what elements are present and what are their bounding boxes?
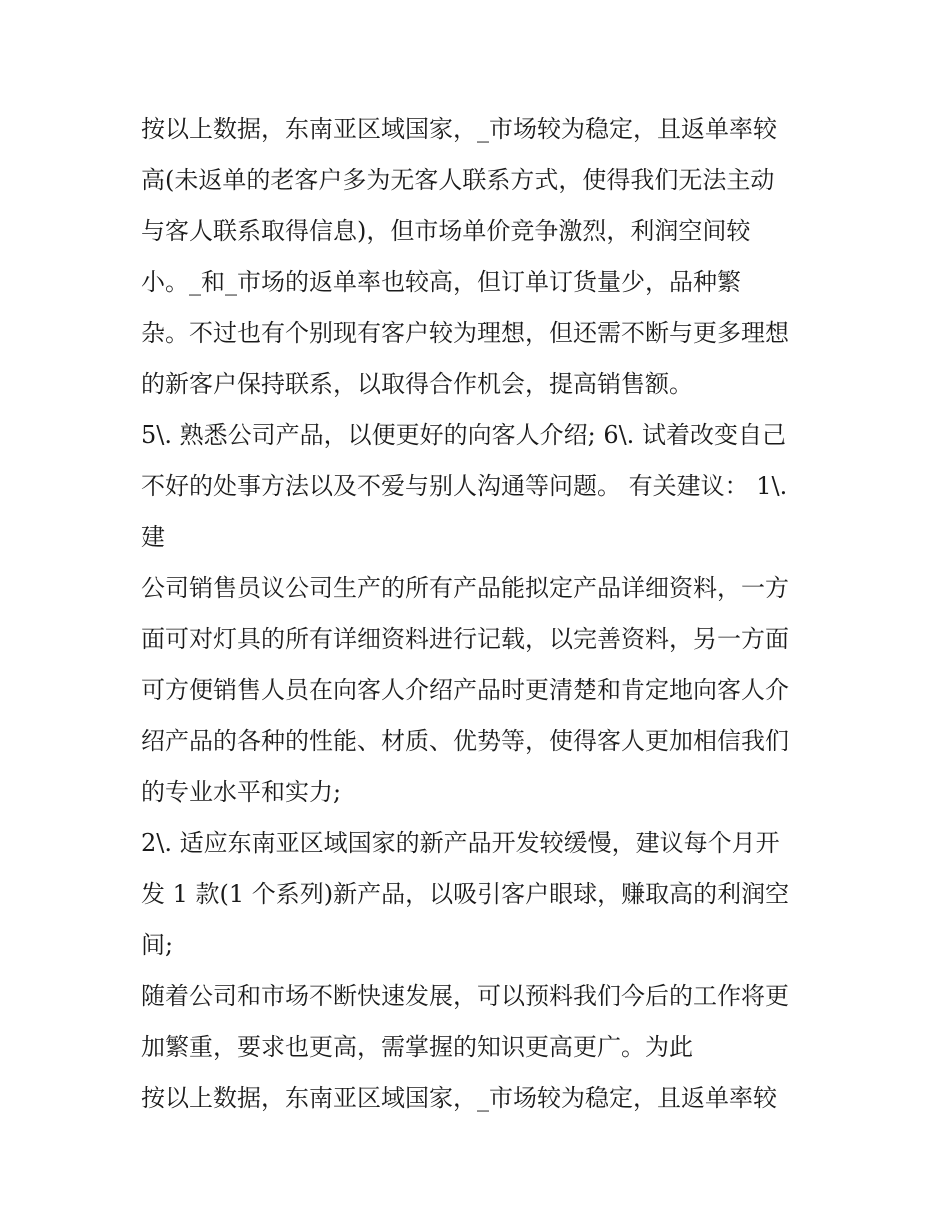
text-line: 的新客户保持联系，以取得合作机会，提高销售额。 — [141, 370, 693, 398]
text-line: 公司销售员议公司生产的所有产品能拟定产品详细资料，一方 — [141, 574, 789, 602]
text-line: 加繁重，要求也更高，需掌握的知识更高更广。为此 — [141, 1033, 693, 1061]
text-line: 高(未返单的老客户多为无客人联系方式，使得我们无法主动 — [141, 166, 775, 194]
text-line: 按以上数据，东南亚区域国家，_市场较为稳定，且返单率较 — [141, 115, 777, 143]
text-line: 小。_和_市场的返单率也较高，但订单订货量少，品种繁 — [141, 268, 741, 296]
text-line: 5\. 熟悉公司产品，以便更好的向客人介绍; 6\. 试着改变自己 — [141, 421, 786, 449]
text-line: 杂。不过也有个别现有客户较为理想，但还需不断与更多理想 — [141, 319, 789, 347]
text-line: 绍产品的各种的性能、材质、优势等，使得客人更加相信我们 — [141, 727, 789, 755]
text-line: 与客人联系取得信息)，但市场单价竞争激烈，利润空间较 — [141, 217, 751, 245]
text-line: 随着公司和市场不断快速发展，可以预料我们今后的工作将更 — [141, 982, 789, 1010]
text-line: 可方便销售人员在向客人介绍产品时更清楚和肯定地向客人介 — [141, 676, 789, 704]
text-line: 建 — [141, 523, 165, 551]
text-line: 发 1 款(1 个系列)新产品，以吸引客户眼球，赚取高的利润空 — [141, 880, 790, 908]
text-line: 间; — [141, 931, 174, 959]
text-line: 2\. 适应东南亚区域国家的新产品开发较缓慢，建议每个月开 — [141, 829, 780, 857]
text-line: 面可对灯具的所有详细资料进行记载，以完善资料，另一方面 — [141, 625, 789, 653]
text-line: 按以上数据，东南亚区域国家，_市场较为稳定，且返单率较 — [141, 1084, 777, 1112]
document-body — [141, 104, 821, 1124]
text-line: 不好的处事方法以及不爱与别人沟通等问题。 有关建议： 1\. — [141, 472, 788, 500]
text-line: 的专业水平和实力; — [141, 778, 342, 806]
